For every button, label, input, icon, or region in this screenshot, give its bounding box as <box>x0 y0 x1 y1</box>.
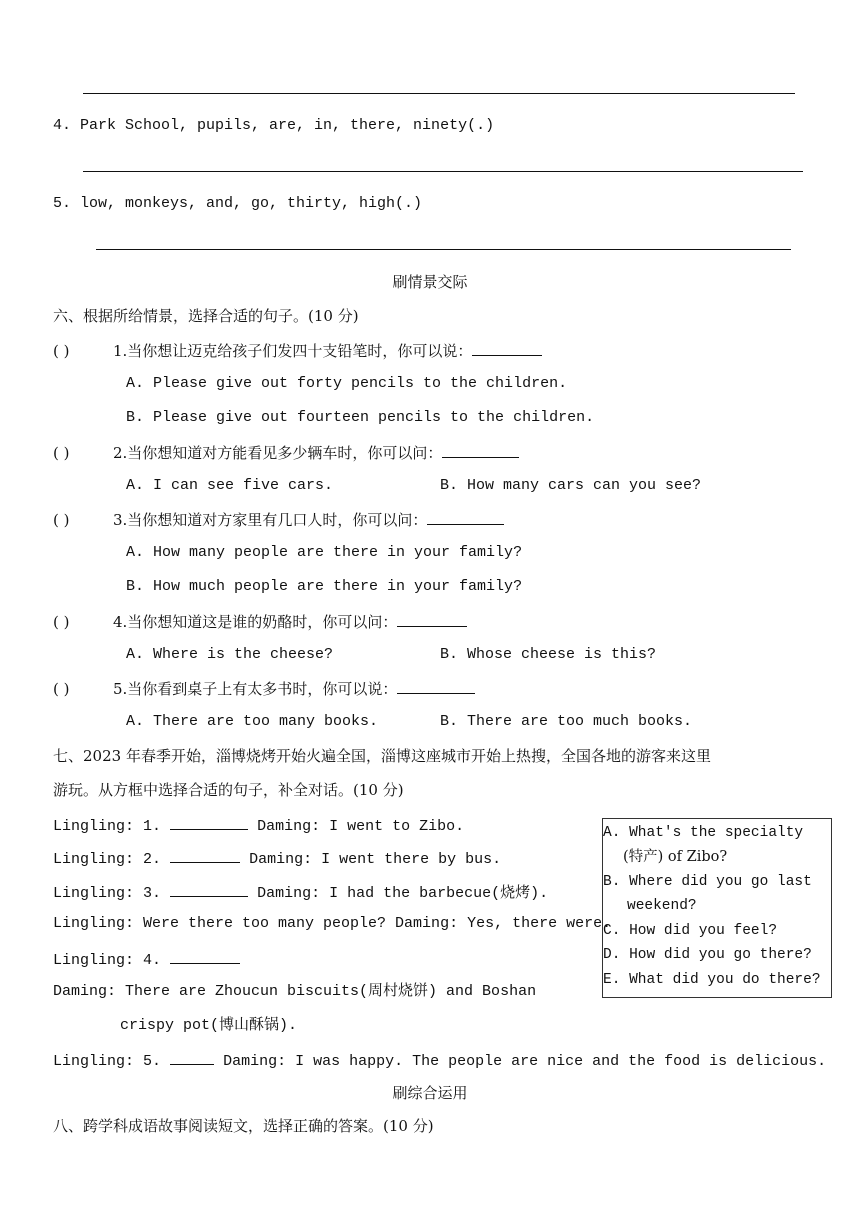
exercise-item-4: 4. Park School, pupils, are, in, there, ninety(.) <box>53 117 495 134</box>
answer-blank <box>170 1049 214 1065</box>
option-a-cont: (特产) of Zibo? <box>623 849 728 865</box>
section-title: 刷综合运用 <box>392 1084 468 1102</box>
option-d: D. How did you go there? <box>603 947 812 963</box>
reply-line: Daming: I went to Zibo. <box>257 818 465 835</box>
answer-blank <box>397 678 475 694</box>
speaker-line: Lingling: 5. <box>53 1053 162 1070</box>
question-text: 3.当你想知道对方家里有几口人时，你可以问： <box>113 511 428 529</box>
reply-line: Daming: I went there by bus. <box>249 851 502 868</box>
answer-line <box>83 93 795 94</box>
question-text: 2.当你想知道对方能看见多少辆车时，你可以问： <box>113 444 443 462</box>
option-b: B. Whose cheese is this? <box>440 646 657 663</box>
option-b-cont: weekend? <box>627 898 697 914</box>
options-box <box>602 818 832 998</box>
answer-parentheses: ( ) <box>53 680 70 698</box>
option-a: A. There are too many books. <box>126 713 379 730</box>
answer-blank <box>472 340 542 356</box>
exercise-heading: 八、跨学科成语故事阅读短文，选择正确的答案。(10 分) <box>53 1117 434 1135</box>
question-2 <box>53 442 519 463</box>
answer-parentheses: ( ) <box>53 613 70 631</box>
dialogue-line-5 <box>53 1049 826 1072</box>
speaker-line: Lingling: 4. <box>53 952 162 969</box>
answer-blank <box>397 611 467 627</box>
answer-line <box>83 171 803 172</box>
answer-blank <box>170 847 240 863</box>
option-b: B. There are too much books. <box>440 713 693 730</box>
dialogue-line-4 <box>53 948 240 971</box>
reply-line: Daming: I was happy. The people are nice and the food is delicious. <box>223 1053 827 1070</box>
dialogue-line-3 <box>53 881 548 904</box>
dialogue-line-1 <box>53 814 464 837</box>
question-4 <box>53 611 467 632</box>
dialogue-reply-4-cont: crispy pot(博山酥锅). <box>120 1017 298 1034</box>
option-b: B. How many cars can you see? <box>440 477 702 494</box>
option-a: A. Where is the cheese? <box>126 646 334 663</box>
question-text: 4.当你想知道这是谁的奶酪时，你可以问： <box>113 613 398 631</box>
option-a: A. What's the specialty <box>603 825 804 841</box>
answer-line <box>96 249 791 250</box>
option-b: B. How much people are there in your family? <box>126 578 523 595</box>
answer-blank <box>427 509 504 525</box>
option-a: A. Please give out forty pencils to the children. <box>126 375 568 392</box>
question-5 <box>53 678 475 699</box>
dialogue-reply-4: Daming: There are Zhoucun biscuits(周村烧饼) and Boshan <box>53 983 537 1000</box>
question-text: 5.当你看到桌子上有太多书时，你可以说： <box>113 680 398 698</box>
option-b: B. Please give out fourteen pencils to the children. <box>126 409 595 426</box>
question-3 <box>53 509 504 530</box>
speaker-line: Lingling: 3. <box>53 885 162 902</box>
answer-blank <box>170 948 240 964</box>
answer-blank <box>170 881 248 897</box>
option-c: C. How did you feel? <box>603 923 778 939</box>
answer-parentheses: ( ) <box>53 444 70 462</box>
reply-line: Daming: I had the barbecue(烧烤). <box>257 885 549 902</box>
dialogue-line-2 <box>53 847 501 870</box>
option-b: B. Where did you go last <box>603 874 812 890</box>
section-title: 刷情景交际 <box>392 273 468 291</box>
answer-parentheses: ( ) <box>53 342 70 360</box>
answer-parentheses: ( ) <box>53 511 70 529</box>
answer-blank <box>170 814 248 830</box>
option-e: E. What did you do there? <box>603 972 821 988</box>
question-1 <box>53 340 542 361</box>
answer-blank <box>442 442 519 458</box>
question-text: 1.当你想让迈克给孩子们发四十支铅笔时，你可以说： <box>113 342 473 360</box>
speaker-line: Lingling: 2. <box>53 851 162 868</box>
exercise-heading-cont: 游玩。从方框中选择合适的句子，补全对话。(10 分) <box>53 781 404 799</box>
exercise-heading: 六、根据所给情景，选择合适的句子。(10 分) <box>53 307 359 325</box>
exercise-item-5: 5. low, monkeys, and, go, thirty, high(.) <box>53 195 423 212</box>
dialogue-line-extra: Lingling: Were there too many people? Daming: Yes, there were. <box>53 915 612 932</box>
option-a: A. How many people are there in your family? <box>126 544 523 561</box>
option-a: A. I can see five cars. <box>126 477 334 494</box>
exercise-heading: 七、2023 年春季开始，淄博烧烤开始火遍全国，淄博这座城市开始上热搜，全国各地的游客来这里 <box>53 747 711 765</box>
speaker-line: Lingling: 1. <box>53 818 162 835</box>
